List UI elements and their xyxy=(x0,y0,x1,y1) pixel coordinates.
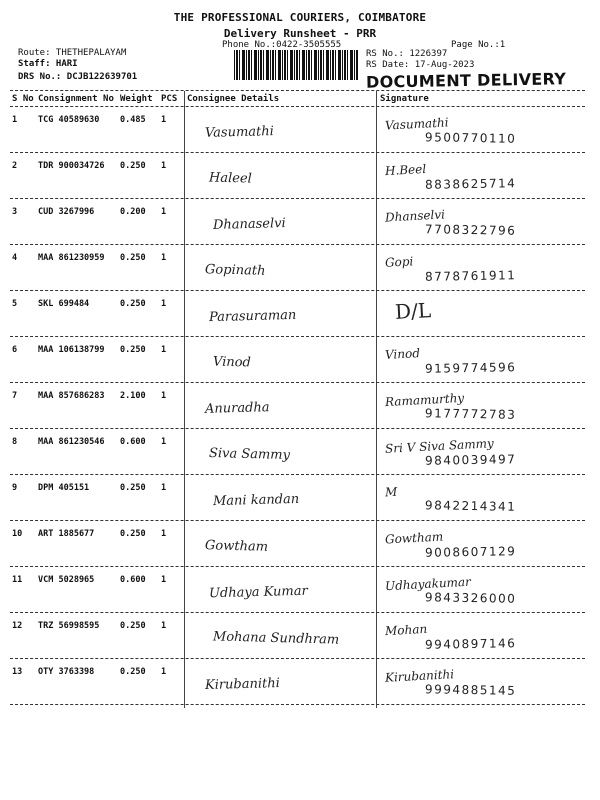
row-signature: Dhanselvi xyxy=(384,207,446,225)
staff: Staff: HARI xyxy=(18,59,78,69)
drs-number xyxy=(18,72,137,82)
row-consignment-no: VCM 5028965 xyxy=(38,575,95,585)
row-pcs: 1 xyxy=(161,207,167,217)
row-weight: 0.250 xyxy=(120,299,146,309)
row-signature: Kirubanithi xyxy=(384,667,455,685)
row-signature: Vasumathi xyxy=(384,115,449,133)
row-divider xyxy=(10,612,585,613)
row-signature: Gopi xyxy=(384,254,414,270)
row-weight: 2.100 xyxy=(120,391,146,401)
row-consignee-handwritten: Parasuraman xyxy=(208,307,297,326)
row-sno: 8 xyxy=(12,437,18,447)
row-consignment-no: TRZ 56998595 xyxy=(38,621,100,631)
drs-label: DRS No.: xyxy=(18,72,62,82)
row-sno: 5 xyxy=(12,299,18,309)
row-sno: 1 xyxy=(12,115,18,125)
row-phone: 9843326000 xyxy=(424,590,517,606)
row-consignment-no: MAA 857686283 xyxy=(38,391,105,401)
row-consignee-handwritten: Anuradha xyxy=(204,400,270,417)
row-phone: 7708322796 xyxy=(424,222,517,238)
row-weight: 0.250 xyxy=(120,345,146,355)
row-consignment-no: CUD 3267996 xyxy=(38,207,95,217)
row-phone: 9159774596 xyxy=(424,360,517,376)
row-consignee-handwritten: Mohana Sundhram xyxy=(212,629,340,648)
row-pcs: 1 xyxy=(161,299,167,309)
row-pcs: 1 xyxy=(161,621,167,631)
row-phone: 9940897146 xyxy=(424,636,517,652)
row-signature: Mohan xyxy=(384,621,428,639)
row-consignment-no: MAA 861230959 xyxy=(38,253,105,263)
col-consignment: Consignment No xyxy=(38,94,114,104)
row-divider xyxy=(10,290,585,291)
row-phone: 9994885145 xyxy=(424,682,517,698)
company-title: THE PROFESSIONAL COURIERS, COIMBATORE xyxy=(173,11,427,24)
row-phone: 8778761911 xyxy=(424,268,517,284)
row-consignee-handwritten: Kirubanithi xyxy=(204,676,281,693)
row-consignment-no: MAA 106138799 xyxy=(38,345,105,355)
row-consignee-handwritten: Dhanaselvi xyxy=(212,216,286,233)
row-signature: Sri V Siva Sammy xyxy=(384,436,495,456)
route: Route: THETHEPALAYAM xyxy=(18,48,127,58)
phone-number: Phone No.:0422-3505555 xyxy=(222,40,342,50)
row-divider xyxy=(10,474,585,475)
row-sno: 7 xyxy=(12,391,18,401)
sheet-title: Delivery Runsheet - PRR xyxy=(223,27,377,40)
row-consignee-handwritten: Udhaya Kumar xyxy=(208,583,308,602)
row-consignment-no: TCG 40589630 xyxy=(38,115,100,125)
row-sno: 11 xyxy=(12,575,23,585)
row-pcs: 1 xyxy=(161,253,167,263)
row-consignment-no: MAA 861230546 xyxy=(38,437,105,447)
row-signature: H.Beel xyxy=(384,161,427,179)
row-divider xyxy=(10,566,585,567)
row-divider xyxy=(10,704,585,705)
row-consignee-handwritten: Vasumathi xyxy=(204,124,275,141)
drs-value: DCJB122639701 xyxy=(66,72,138,82)
row-sno: 10 xyxy=(12,529,23,539)
row-phone: 9177772783 xyxy=(424,406,517,422)
row-consignment-no: SKL 699484 xyxy=(38,299,90,309)
row-sno: 9 xyxy=(12,483,18,493)
row-weight: 0.250 xyxy=(120,483,146,493)
divider xyxy=(10,106,585,107)
row-phone: 9500770110 xyxy=(424,130,517,146)
row-weight: 0.250 xyxy=(120,529,146,539)
row-pcs: 1 xyxy=(161,161,167,171)
page-number: Page No.:1 xyxy=(451,40,506,50)
col-consignee: Consignee Details xyxy=(187,94,280,104)
row-consignment-no: DPM 405151 xyxy=(38,483,90,493)
row-consignee-handwritten: Siva Sammy xyxy=(208,445,291,464)
row-divider xyxy=(10,244,585,245)
row-divider xyxy=(10,336,585,337)
row-divider xyxy=(10,520,585,521)
row-divider xyxy=(10,198,585,199)
row-consignment-no: TDR 900034726 xyxy=(38,161,105,171)
row-signature: D/L xyxy=(394,298,432,324)
rs-date: RS Date: 17-Aug-2023 xyxy=(366,60,475,70)
barcode xyxy=(234,50,359,80)
row-signature: M xyxy=(384,484,398,500)
row-weight: 0.250 xyxy=(120,621,146,631)
row-weight: 0.250 xyxy=(120,667,146,677)
row-signature: Gowtham xyxy=(384,529,444,547)
col-pcs: PCS xyxy=(161,94,178,104)
col-weight: Weight xyxy=(120,94,153,104)
row-phone: 9840039497 xyxy=(424,452,517,468)
row-weight: 0.600 xyxy=(120,437,146,447)
row-sno: 2 xyxy=(12,161,18,171)
row-pcs: 1 xyxy=(161,437,167,447)
row-weight: 0.250 xyxy=(120,161,146,171)
row-sno: 3 xyxy=(12,207,18,217)
row-weight: 0.485 xyxy=(120,115,146,125)
row-consignee-handwritten: Gowtham xyxy=(204,538,269,555)
row-weight: 0.200 xyxy=(120,207,146,217)
row-phone: 8838625714 xyxy=(424,176,517,192)
row-pcs: 1 xyxy=(161,529,167,539)
row-signature: Udhayakumar xyxy=(384,574,472,594)
row-divider xyxy=(10,152,585,153)
row-pcs: 1 xyxy=(161,391,167,401)
row-pcs: 1 xyxy=(161,345,167,355)
row-consignee-handwritten: Gopinath xyxy=(204,262,266,279)
row-sno: 13 xyxy=(12,667,23,677)
row-consignment-no: ART 1885677 xyxy=(38,529,95,539)
row-consignee-handwritten: Haleel xyxy=(208,170,252,187)
document-delivery-stamp: DOCUMENT DELIVERY xyxy=(365,69,567,92)
rs-number: RS No.: 1226397 xyxy=(366,49,448,59)
row-sno: 6 xyxy=(12,345,18,355)
row-divider xyxy=(10,382,585,383)
row-divider xyxy=(10,428,585,429)
row-consignee-handwritten: Mani kandan xyxy=(212,491,300,510)
row-weight: 0.250 xyxy=(120,253,146,263)
row-phone: 9842214341 xyxy=(424,498,517,514)
row-pcs: 1 xyxy=(161,483,167,493)
col-sno: S No xyxy=(12,94,34,104)
row-weight: 0.600 xyxy=(120,575,146,585)
row-pcs: 1 xyxy=(161,667,167,677)
row-signature: Ramamurthy xyxy=(384,390,465,410)
row-signature: Vinod xyxy=(384,346,421,362)
row-consignee-handwritten: Vinod xyxy=(212,354,252,371)
column-divider xyxy=(376,91,377,708)
col-signature: Signature xyxy=(380,94,429,104)
row-sno: 4 xyxy=(12,253,18,263)
row-pcs: 1 xyxy=(161,115,167,125)
column-divider xyxy=(184,91,185,708)
row-phone: 9008607129 xyxy=(424,544,517,560)
divider xyxy=(10,90,585,91)
row-divider xyxy=(10,658,585,659)
row-consignment-no: OTY 3763398 xyxy=(38,667,95,677)
row-pcs: 1 xyxy=(161,575,167,585)
row-sno: 12 xyxy=(12,621,23,631)
